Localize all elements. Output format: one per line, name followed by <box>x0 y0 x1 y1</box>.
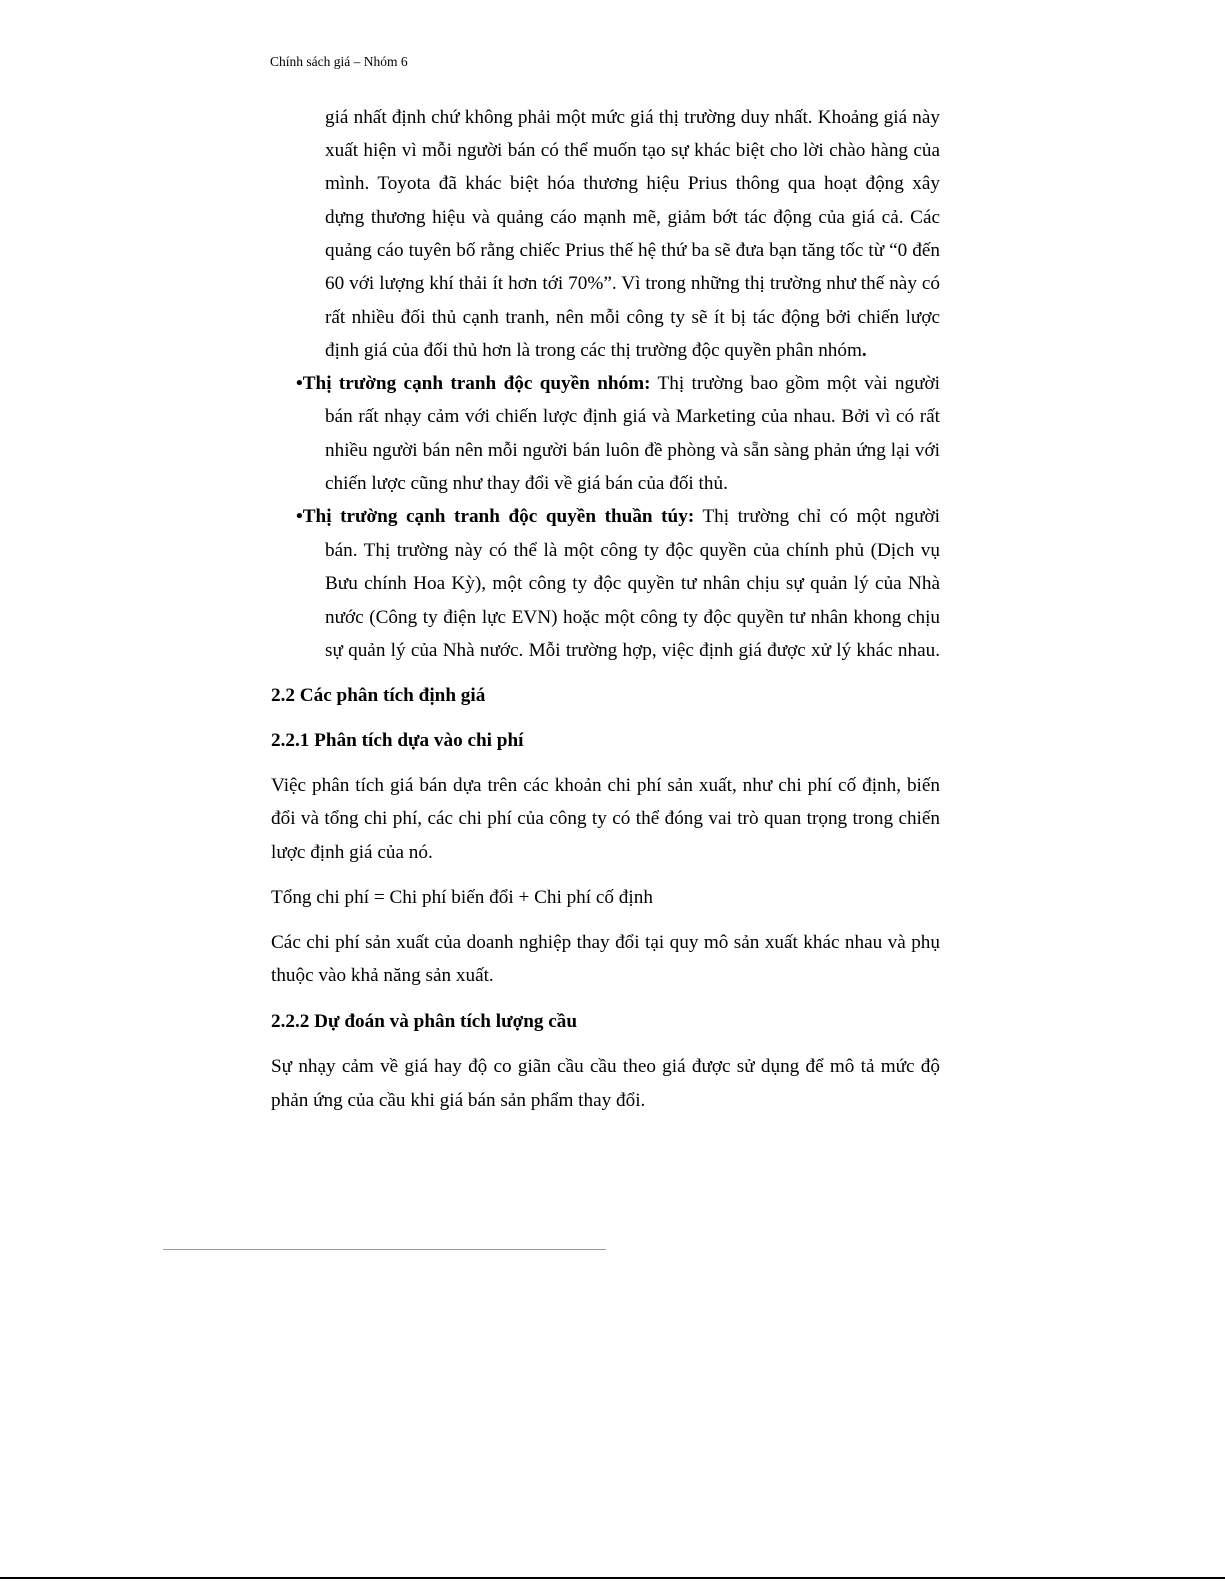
bullet-line: bán rất nhạy cảm với chiến lược định giá và Marketing của nhau. Bởi vì có rất <box>325 406 940 427</box>
paragraph-line: phản ứng của cầu khi giá bán sản phẩm thay đổi. <box>271 1090 646 1111</box>
paragraph-line: thuộc vào khả năng sản xuất. <box>271 965 494 986</box>
paragraph-line: lược định giá của nó. <box>271 842 433 863</box>
bullet-line: Bưu chính Hoa Kỳ), một công ty độc quyền tư nhân chịu sự quản lý của Nhà <box>325 573 940 594</box>
paragraph-last-line: định giá của đối thủ hơn là trong các thị trường độc quyền phân nhóm. <box>325 340 867 361</box>
bullet-line: sự quản lý của Nhà nước. Mỗi trường hợp, việc định giá được xử lý khác nhau. <box>325 640 940 661</box>
page-bottom-border <box>0 1577 1225 1579</box>
bullet-term: Thị trường cạnh tranh độc quyền nhóm: <box>302 373 651 394</box>
paragraph-line: dựng thương hiệu và quảng cáo mạnh mẽ, giảm bớt tác động của giá cả. Các <box>325 207 940 228</box>
paragraph-line: Các chi phí sản xuất của doanh nghiệp thay đổi tại quy mô sản xuất khác nhau và phụ <box>271 932 940 953</box>
bullet-marker: • <box>296 506 303 527</box>
running-header: Chính sách giá – Nhóm 6 <box>270 54 408 69</box>
bullet-first-line: •Thị trường cạnh tranh độc quyền thuần túy: Thị trường chỉ có một người <box>296 506 940 527</box>
paragraph-line: giá nhất định chứ không phải một mức giá thị trường duy nhất. Khoảng giá này <box>325 107 940 128</box>
paragraph-line: 60 với lượng khí thải ít hơn tới 70%”. Vì trong những thị trường như thế này có <box>325 273 940 294</box>
paragraph-line: Việc phân tích giá bán dựa trên các khoản chi phí sản xuất, như chi phí cố định, biến <box>271 775 940 796</box>
section-heading-2-2: 2.2 Các phân tích định giá <box>271 685 486 706</box>
bullet-line: nhiều người bán nên mỗi người bán luôn đề phòng và sẵn sàng phản ứng lại với <box>325 440 940 461</box>
paragraph-line: quảng cáo tuyên bố rằng chiếc Prius thế hệ thứ ba sẽ đưa bạn tăng tốc từ “0 đến <box>325 240 940 261</box>
paragraph-line: rất nhiều đối thủ cạnh tranh, nên mỗi công ty sẽ ít bị tác động bởi chiến lược <box>325 307 940 328</box>
bullet-line: chiến lược cũng như thay đổi về giá bán của đối thủ. <box>325 473 728 494</box>
footnote-separator <box>163 1249 606 1250</box>
paragraph-line: Sự nhạy cảm về giá hay độ co giãn cầu cầu theo giá được sử dụng để mô tả mức độ <box>271 1056 940 1077</box>
bullet-term: Thị trường cạnh tranh độc quyền thuần túy: <box>302 506 695 527</box>
bullet-line: nước (Công ty điện lực EVN) hoặc một công ty độc quyền tư nhân khong chịu <box>325 607 940 628</box>
section-heading-2-2-1: 2.2.1 Phân tích dựa vào chi phí <box>271 730 524 751</box>
bullet-marker: • <box>296 373 303 394</box>
paragraph-line: đổi và tổng chi phí, các chi phí của công ty có thể đóng vai trò quan trọng trong chiến <box>271 808 940 829</box>
paragraph-line: mình. Toyota đã khác biệt hóa thương hiệu Prius thông qua hoạt động xây <box>325 173 940 194</box>
section-heading-2-2-2: 2.2.2 Dự đoán và phân tích lượng cầu <box>271 1011 578 1032</box>
paragraph-line: xuất hiện vì mỗi người bán có thể muốn tạo sự khác biệt cho lời chào hàng của <box>325 140 940 161</box>
bullet-line: bán. Thị trường này có thể là một công ty độc quyền của chính phủ (Dịch vụ <box>325 540 940 561</box>
cost-formula: Tổng chi phí = Chi phí biến đổi + Chi phí cố định <box>271 887 653 908</box>
bullet-first-line: •Thị trường cạnh tranh độc quyền nhóm: Thị trường bao gồm một vài người <box>296 373 940 394</box>
